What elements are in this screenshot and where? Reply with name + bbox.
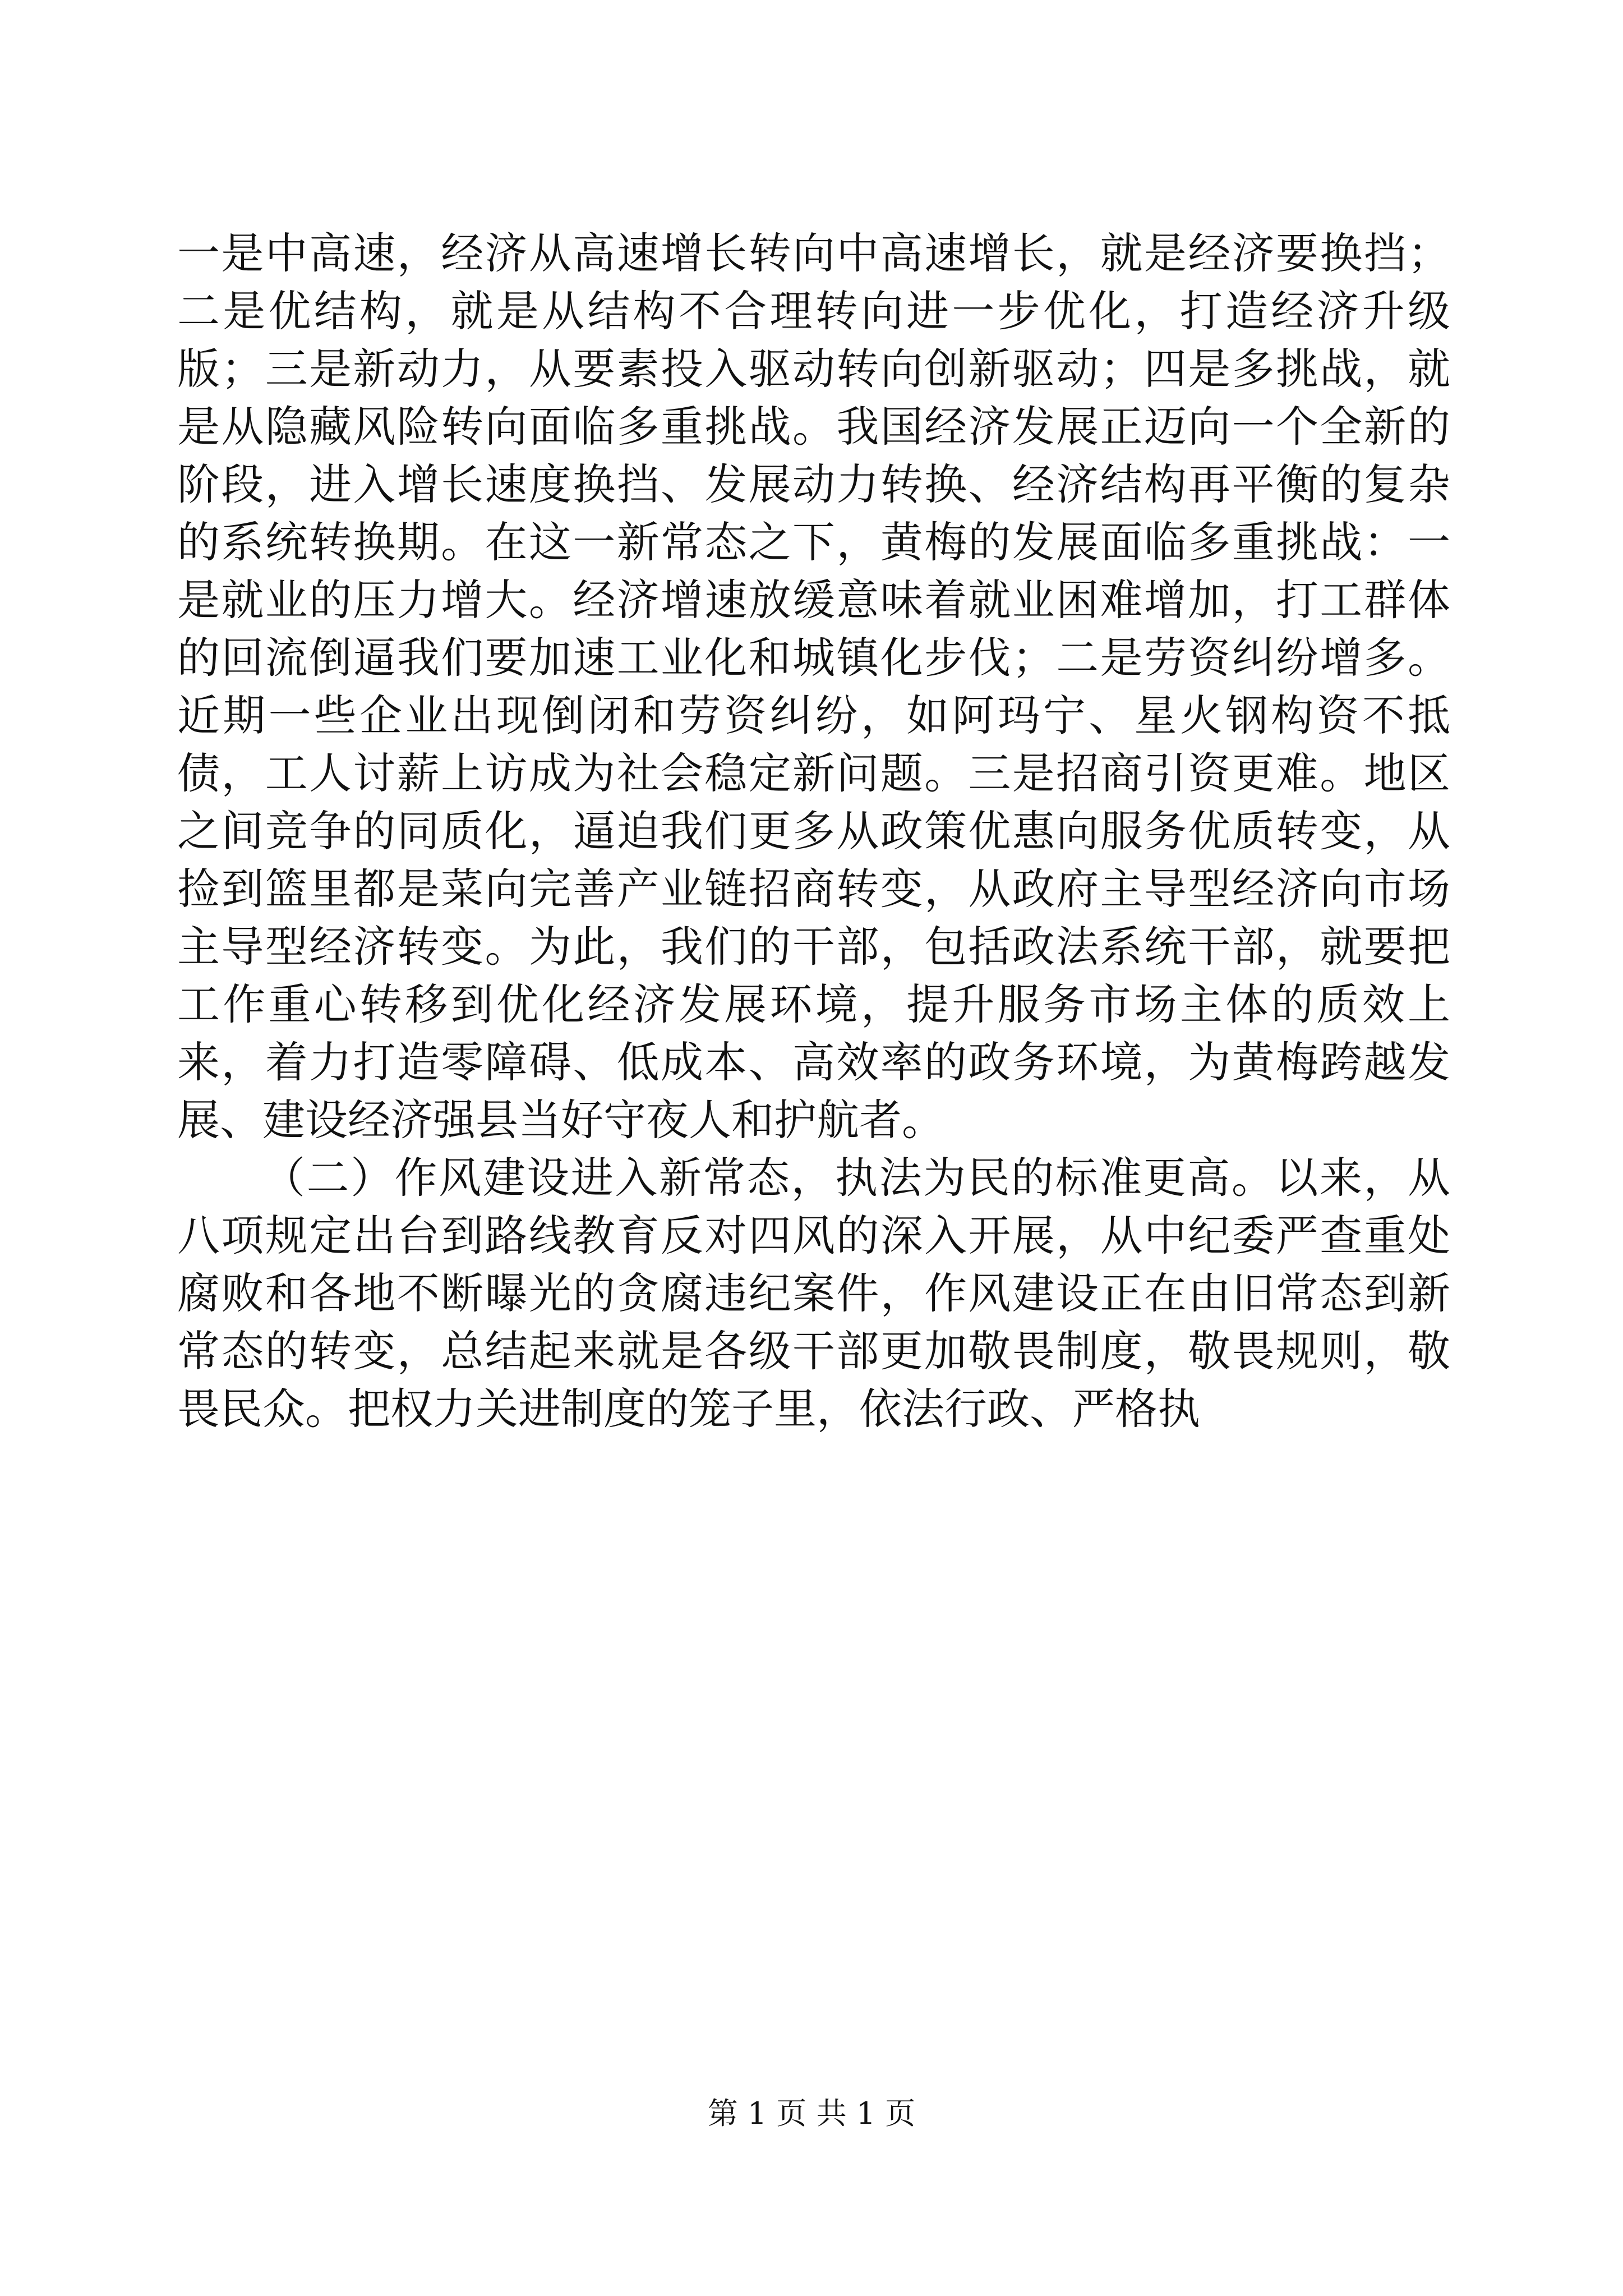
paragraph-1: 一是中高速，经济从高速增长转向中高速增长，就是经济要换挡；二是优结构，就是从结构不合理转向进一步优化，打造经济升级版；三是新动力，从要素投入驱动转向创新驱动；四是多挑战，就是从隐藏风险转向面临多重挑战。我国经济发展正迈向一个全新的阶段，进入增长速度换挡、发展动力转换、经济结构再平衡的复杂的系统转换期。在这一新常态之下，黄梅的发展面临多重挑战：一是就业的压力增大。经济增速放缓意味着就业困难增加，打工群体的回流倒逼我们要加速工业化和城镇化步伐；二是劳资纠纷增多。近期一些企业出现倒闭和劳资纠纷，如阿玛宁、星火钢构资不抵债，工人讨薪上访成为社会稳定新问题。三是招商引资更难。地区之间竞争的同质化，逼迫我们更多从政策优惠向服务优质转变，从捡到篮里都是菜向完善产业链招商转变，从政府主导型经济向市场主导型经济转变。为此，我们的干部，包括政法系统干部，就要把工作重心转移到优化经济发展环境，提升服务市场主体的质效上来，着力打造零障碍、低成本、高效率的政务环境，为黄梅跨越发展、建设经济强县当好守夜人和护航者。 [177,228,1450,1145]
page-number: 第 1 页 [707,2096,807,2131]
page-total: 共 1 页 [816,2096,916,2131]
page-footer [0,2090,1623,2133]
document-body [177,224,1450,1438]
paragraph-2: （二）作风建设进入新常态，执法为民的标准更高。以来，从八项规定出台到路线教育反对四风的深入开展，从中纪委严查重处腐败和各地不断曝光的贪腐违纪案件，作风建设正在由旧常态到新常态的转变，总结起来就是各级干部更加敬畏制度，敬畏规则，敬畏民众。把权力关进制度的笼子里，依法行政、严格执 [177,1153,1450,1434]
